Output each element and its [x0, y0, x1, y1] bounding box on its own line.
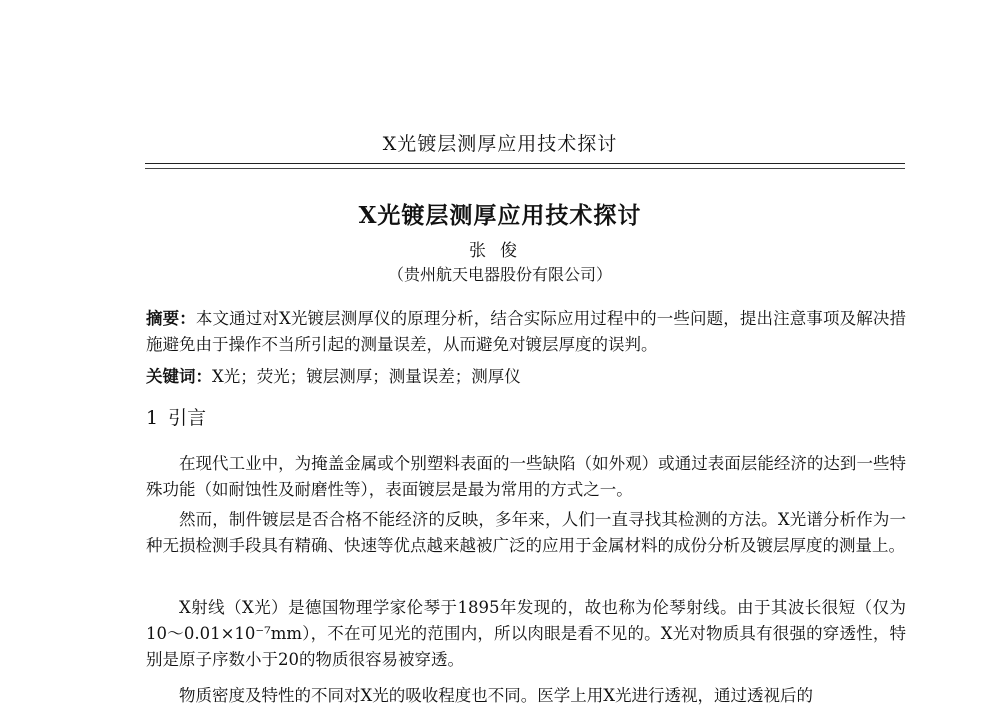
abstract-text: 本文通过对X光镀层测厚仪的原理分析，结合实际应用过程中的一些问题，提出注意事项及解决措施避免由于操作不当所引起的测量误差，从而避免对镀层厚度的误判。 [146, 309, 907, 354]
author-name: 张俊 [469, 241, 531, 261]
body-paragraph: 在现代工业中，为掩盖金属或个别塑料表面的一些缺陷（如外观）或通过表面层能经济的达到一些特殊功能（如耐蚀性及耐磨性等），表面镀层是最为常用的方式之一。 [146, 454, 906, 499]
header-rule [145, 163, 905, 164]
body-paragraph: 然而，制件镀层是否合格不能经济的反映，多年来，人们一直寻找其检测的方法。X光谱分析作为一种无损检测手段具有精确、快速等优点越来越被广泛的应用于金属材料的成份分析及镀层厚度的测量上。 [146, 510, 906, 555]
paper-title: X光镀层测厚应用技术探讨 [358, 202, 642, 229]
section-number: 1 [146, 407, 159, 429]
abstract-label: 摘要： [146, 309, 196, 328]
section-heading [146, 403, 206, 430]
running-header: X光镀层测厚应用技术探讨 [382, 133, 618, 155]
keywords-label: 关键词： [146, 367, 212, 386]
abstract [146, 306, 906, 358]
author-affiliation: （贵州航天电器股份有限公司） [387, 265, 612, 284]
header-rule-thin [145, 168, 905, 169]
section-title: 引言 [168, 407, 207, 429]
body-paragraph: 物质密度及特性的不同对X光的吸收程度也不同。医学上用X光进行透视，通过透视后的 [179, 686, 813, 705]
keywords [146, 364, 906, 390]
body-paragraph: X射线（X光）是德国物理学家伦琴于1895年发现的，故也称为伦琴射线。由于其波长很短（仅为10～0.01×10⁻⁷mm），不在可见光的范围内，所以肉眼是看不见的。X光对物质具有很强的穿透性，特别是原子序数小于20的物质很容易被穿透。 [146, 598, 906, 669]
keywords-text: X光；荧光；镀层测厚；测量误差；测厚仪 [212, 367, 521, 386]
